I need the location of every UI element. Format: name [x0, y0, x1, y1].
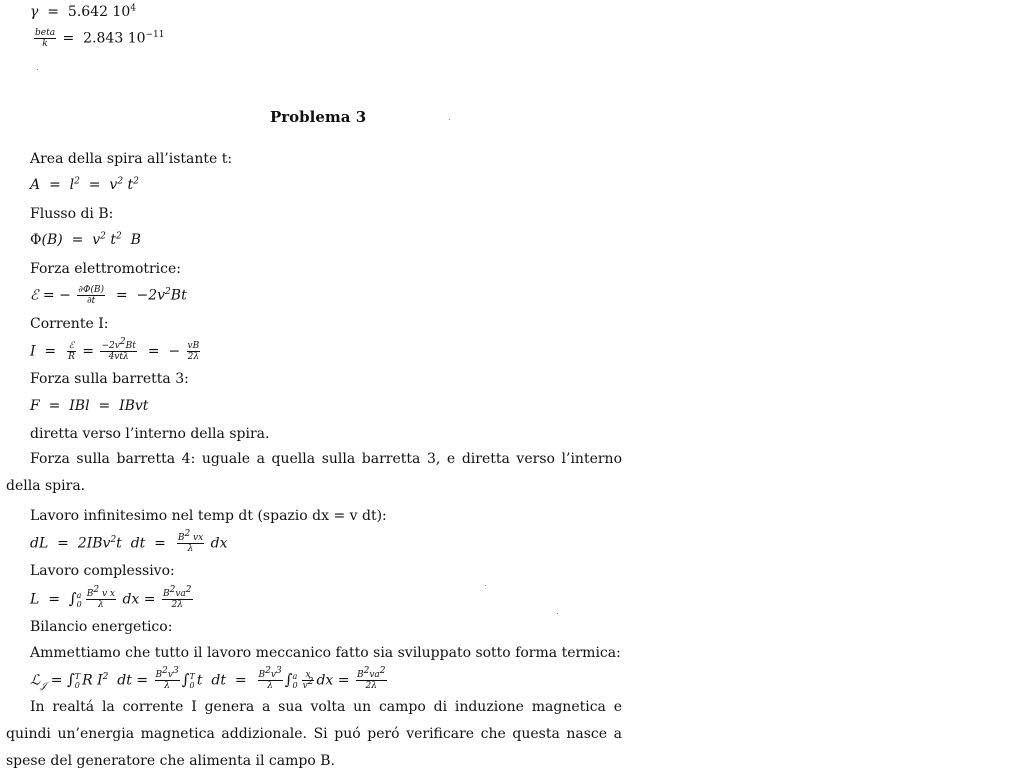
equation-total-work: L = ∫ a 0 $\frac{B^2 v x}{\lambda}$ dx = $\frac{B^2va^2}{2\lambda}$ — [30, 585, 192, 610]
beta-over-k-equation: $\frac{\text{beta}}{k}$ = 2.843 $10^{-11}$ — [35, 28, 165, 49]
beta-exponent: −11 — [145, 29, 165, 40]
label-assumption: Ammettiamo che tutto il lavoro meccanico fatto sia sviluppato sotto forma termica: — [30, 645, 621, 661]
beta-numerator: beta — [35, 28, 56, 38]
label-flux: Flusso di B: — [30, 206, 114, 222]
label-energy-balance: Bilancio energetico: — [30, 619, 173, 635]
label-total-work: Lavoro complessivo: — [30, 563, 175, 579]
label-force3: Forza sulla barretta 3: — [30, 371, 189, 387]
section-heading: Problema 3 — [270, 108, 367, 126]
scan-speck — [485, 585, 486, 586]
label-emf: Forza elettromotrice: — [30, 261, 182, 277]
paragraph-force4: Forza sulla barretta 4: uguale a quella sulla barretta 3, e diretta verso l’interno della spira. — [6, 451, 622, 494]
label-area: Area della spira all’istante t: — [30, 151, 233, 167]
equation-emf: ℰ = − $\frac{\partial\Phi(B)}{\partial t}$ = $-2v^2Bt$ — [30, 285, 187, 306]
equation-area: $A = l^2 = v^2$ $t^2$ — [30, 176, 139, 193]
gamma-equation: γ = 5.642 $10^4$ — [30, 3, 136, 20]
beta-value: 2.843 10 — [83, 30, 146, 47]
equation-flux: $\Phi(B) = v^2$ $t^2$ B — [30, 231, 141, 248]
label-force3-direction: diretta verso l’interno della spira. — [30, 426, 270, 442]
equation-infinitesimal-work: dL = 2IBv$^2$t dt = $\frac{B^2 vx}{\lambda}$ dx — [30, 529, 228, 554]
scan-speck — [449, 119, 450, 120]
equation-current: I = $\frac{\text{ℰ}}{R}$ = $\frac{-2v^2Bt}{\text{4vtλ}}$ = − $\frac{vB}{2\lambda}$ — [30, 337, 200, 362]
gamma-exponent: 4 — [130, 3, 136, 14]
equation-heat: ℒ$_𝒥$ = ∫ T 0 R $I^2$ dt = $\frac{B^2v^3}{\lambda}$ ∫ T 0 t dt = $\frac{B^2v^3}{\lambda}$ ∫ a 0 $\frac{x}{v^2}$ dx = $\frac{B^2va^2}{2\lambda}$ — [30, 666, 386, 692]
label-current: Corrente I: — [30, 316, 109, 332]
scan-speck — [557, 613, 558, 614]
beta-denominator: k — [42, 39, 48, 49]
scan-speck — [37, 69, 38, 70]
label-infinitesimal-work: Lavoro infinitesimo nel temp dt (spazio dx = v dt): — [30, 508, 387, 524]
paragraph-reality: In realtá la corrente I genera a sua volta un campo di induzione magnetica e quindi un’energia magnetica addizionale. Si puó peró verificare che questa nasce a spese del generatore che alimenta il campo B. — [6, 699, 622, 769]
gamma-value: 5.642 10 — [67, 4, 131, 20]
equation-force3: F = IBl = IBvt — [30, 398, 149, 414]
